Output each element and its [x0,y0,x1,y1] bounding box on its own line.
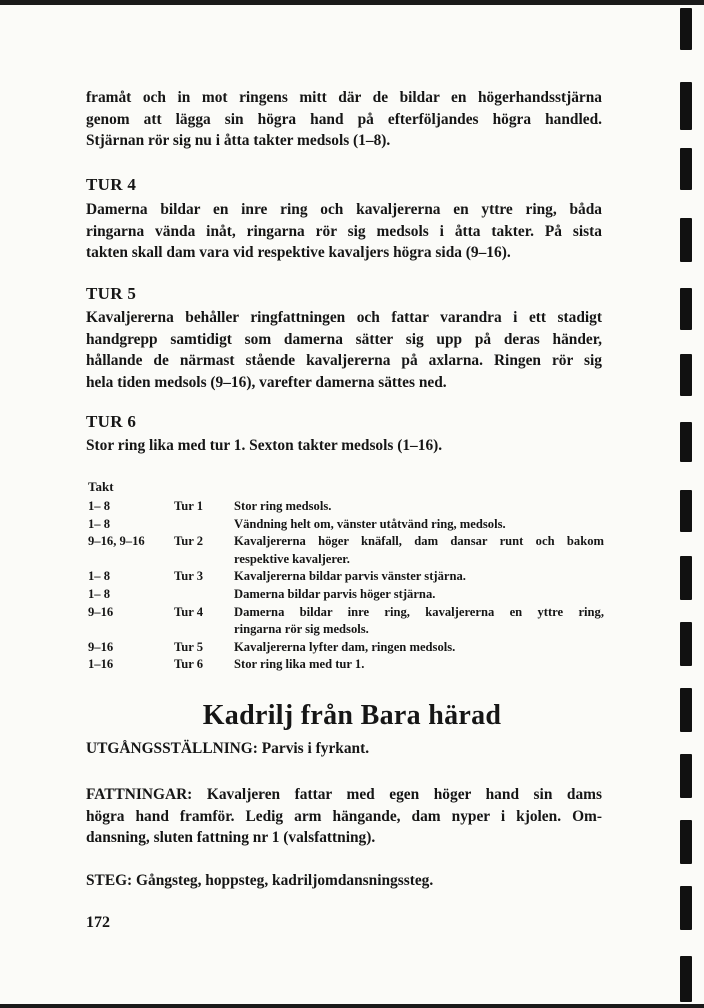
text-line: Stor ring lika med tur 1. Sexton takter medsols (1–16). [86,437,443,454]
steg-label: STEG: [86,872,133,889]
takt-description [234,656,604,674]
tur4-heading: TUR 4 [86,175,137,194]
takt-description [234,533,604,568]
tur6-paragraph [86,435,602,457]
scan-mark [680,218,692,262]
text-line: takten skall dam vara vid respektive kavaljers högra sida (9–16). [86,244,511,261]
scan-mark [680,754,692,798]
tur-label [174,586,234,604]
scan-mark [680,354,692,396]
tur-label [174,516,234,534]
text-line: respektive kavaljerer. [234,551,350,566]
text-line: dansning, sluten fattning nr 1 (valsfattning). [86,829,376,846]
page-number: 172 [86,914,110,931]
scan-mark [680,556,692,600]
text-line: hela tiden medsols (9–16), varefter damerna sättes ned. [86,373,447,391]
takt-bars: 9–16 [88,604,114,619]
fattningar-paragraph [86,784,602,849]
takt-bars: 1– 8 [88,499,111,513]
intro-paragraph [86,87,602,152]
takt-label: Takt [88,479,114,494]
scan-mark [680,8,692,50]
scan-mark [680,422,692,462]
utgangsstallning-label: UTGÅNGSSTÄLLNING: [86,740,258,757]
tur-label: Tur 3 [174,569,204,584]
bottom-edge-rule [0,1004,704,1008]
text-line: genom att lägga sin högra hand på efterföljandes högra handled. [86,110,602,128]
takt-row [88,604,604,639]
takt-description [234,568,604,586]
text-line: högra hand framför. Ledig arm hängande, dam nyper i kjolen. Om- [86,807,602,825]
utgangsstallning-text: Parvis i fyrkant. [261,740,370,757]
tur-label: Tur 4 [174,604,204,619]
takt-description [234,586,604,604]
text-line: handgrepp samtidigt som damerna sätter sig upp på deras händer, [86,330,602,348]
text-line: framåt och in mot ringens mitt där de bildar en högerhandsstjärna [86,89,602,106]
tur4-paragraph [86,199,602,264]
steg-line [86,872,433,890]
takt-row [88,639,604,657]
takt-bars: 1– 8 [88,569,111,584]
takt-bars: 1– 8 [88,516,111,531]
tur5-heading: TUR 5 [86,284,137,303]
takt-row [88,533,604,568]
text-line: Kavaljererna bildar parvis vänster stjärna. [234,569,466,584]
scan-mark [680,622,692,666]
scan-mark [680,956,692,1002]
takt-bars: 9–16 [88,639,114,654]
takt-description [234,498,604,516]
text-line: Kavaljererna lyfter dam, ringen medsols. [234,639,456,654]
utgangsstallning-line [86,740,369,758]
takt-bars: 1– 8 [88,586,111,601]
scan-mark [680,820,692,864]
text-line: Stor ring lika med tur 1. [234,657,365,672]
scan-margin-marks [674,0,696,1008]
tur5-paragraph [86,307,602,393]
text-line: Damerna bildar inre ring, kavaljererna en yttre ring, [234,604,604,619]
tur-label: Tur 1 [174,499,204,513]
tur-label: Tur 2 [174,534,204,549]
top-edge-rule [0,0,704,5]
text-line: hållande de närmast stående kavaljererna på axlarna. Ringen rör sig [86,352,602,369]
tur-label: Tur 5 [174,639,204,654]
scan-mark [680,288,692,330]
takt-description [234,604,604,639]
text-line: Kavaljererna behåller ringfattningen och fattar varandra i ett stadigt [86,309,602,326]
scan-mark [680,886,692,930]
scan-mark [680,148,692,190]
scan-mark [680,490,692,532]
text-line: ringarna rör sig medsols. [234,622,369,637]
text-line: Damerna bildar en inre ring och kavaljererna en yttre ring, båda [86,201,602,218]
takt-row [88,656,604,674]
tur6-heading: TUR 6 [86,412,137,431]
takt-description [234,516,604,534]
text-line: FATTNINGAR: Kavaljeren fattar med egen höger hand sin dams [86,786,602,803]
takt-row [88,498,604,516]
text-line: ringarna vända inåt, ringarna rör sig medsols i åtta takter. På sista [86,222,602,240]
takt-row [88,568,604,586]
dance-title: Kadrilj från Bara härad [202,700,502,731]
text-line: Vändning helt om, vänster utåtvänd ring, medsols. [234,516,506,531]
takt-table [88,498,604,674]
takt-bars: 1–16 [88,657,114,672]
scan-mark [680,82,692,130]
text-line: Kavaljererna höger knäfall, dam dansar runt och bakom [234,534,604,549]
text-line: Stor ring medsols. [234,499,332,513]
tur-label: Tur 6 [174,657,204,672]
takt-bars: 9–16, 9–16 [88,534,145,549]
text-line: Damerna bildar parvis höger stjärna. [234,586,436,601]
takt-row [88,586,604,604]
text-line: Stjärnan rör sig nu i åtta takter medsols (1–8). [86,132,391,149]
takt-row [88,516,604,534]
steg-text: Gångsteg, hoppsteg, kadriljomdansningssteg. [136,872,434,889]
takt-description [234,639,604,657]
